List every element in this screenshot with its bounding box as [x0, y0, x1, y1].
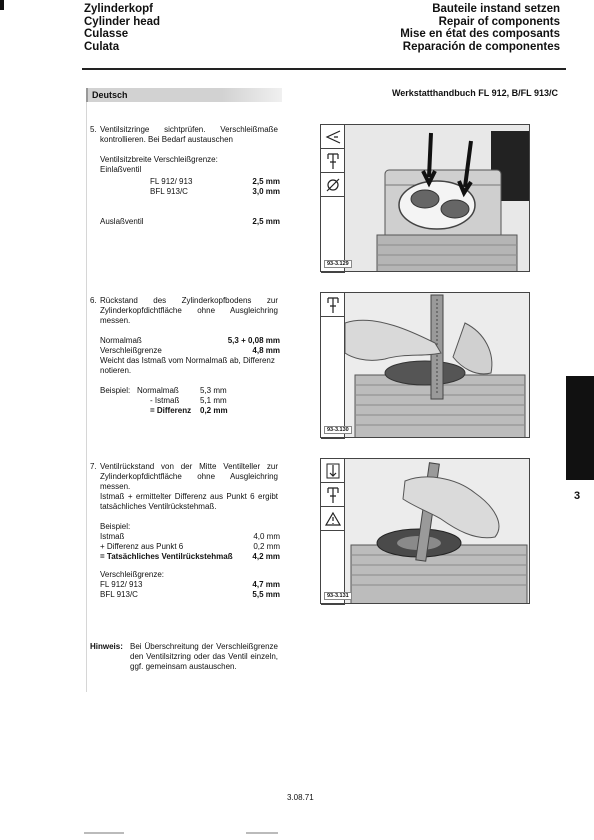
spec-row: Verschleißgrenze 4,8 mm: [100, 346, 280, 355]
step-number: 7.: [90, 462, 97, 471]
header-section-de: Bauteile instand setzen: [432, 3, 560, 15]
intake-valve-label: Einlaßventil: [100, 165, 142, 174]
header-title-fr: Culasse: [84, 28, 129, 40]
depth-measure-icon: [321, 459, 345, 483]
example-row: = Differenz 0,2 mm: [150, 406, 228, 415]
step-text: Ventilrückstand von der Mitte Ventilteller zur Zylinderkopfdichtfläche ohne Ausgleichring messen.: [100, 462, 278, 491]
header-title-en: Cylinder head: [84, 15, 161, 28]
example-row: - Istmaß 5,1 mm: [150, 396, 227, 405]
corner-mark: [0, 0, 4, 10]
header-divider: [82, 68, 566, 70]
step-text: Ventilsitzringe sichtprüfen. Verschleißmaße kontrollieren. Bei Bedarf austauschen: [100, 125, 278, 144]
page-number: 3.08.71: [287, 793, 314, 802]
step-text: Rückstand des Zylinderkopfbodens zur Zylinderkopfdichtfläche ohne Ausgleichring messen.: [100, 296, 278, 325]
measure-gauge-icon: [321, 125, 345, 149]
section-side-tab: [566, 376, 594, 480]
figure-label: 93-3.129: [324, 260, 352, 268]
figure-1: [320, 124, 530, 272]
example-row: Istmaß 4,0 mm: [100, 532, 280, 541]
spec-row: FL 912/ 913 2,5 mm: [150, 177, 280, 186]
wear-limit-label: Ventilsitzbreite Verschleißgrenze:: [100, 155, 218, 164]
spec-row: FL 912/ 913 4,7 mm: [100, 580, 280, 589]
caliper-icon: [321, 293, 345, 317]
header-title-de: Zylinderkopf: [84, 3, 154, 15]
example-row: + Differenz aus Punkt 6 0,2 mm: [100, 542, 280, 551]
spec-row: Normalmaß 5,3 + 0,08 mm: [100, 336, 280, 345]
language-tab-label: Deutsch: [92, 90, 128, 100]
example-row: Beispiel: Normalmaß 5,3 mm: [100, 386, 227, 395]
step-text-2: Istmaß + ermittelter Differenz aus Punkt 6 ergibt tatsächliches Ventilrückstehmaß.: [100, 492, 278, 511]
header-right-titles: [400, 3, 560, 53]
spec-row: Auslaßventil 2,5 mm: [100, 217, 280, 226]
hint-text: Bei Überschreitung der Verschleißgrenze den Ventilsitzring oder das Ventil einzeln, ggf. gemeinsam austauschen.: [130, 642, 278, 671]
figure-3: [320, 458, 530, 604]
header-section-fr: Mise en état des composants: [400, 28, 560, 40]
footer-mark-right: [246, 832, 278, 834]
example-label: Beispiel:: [100, 522, 131, 531]
section-number: 3: [574, 490, 581, 502]
spec-row: BFL 913/C 5,5 mm: [100, 590, 280, 599]
step-note: Weicht das Istmaß vom Normalmaß ab, Differenz notieren.: [100, 356, 275, 375]
step-number: 5.: [90, 125, 97, 134]
manual-title: Werkstatthandbuch FL 912, B/FL 913/C: [391, 88, 558, 98]
icon-column-blank: [321, 317, 345, 439]
hint-label: Hinweis:: [90, 642, 123, 651]
cylinder-head-photo-1: [345, 125, 529, 271]
language-tab: [86, 88, 282, 102]
left-column-rule: [86, 102, 87, 692]
header-title-es: Culata: [84, 40, 120, 53]
caliper-icon: [321, 149, 345, 173]
warning-icon: [321, 507, 345, 531]
header-section-en: Repair of components: [438, 15, 560, 28]
diameter-icon: [321, 173, 345, 197]
header-left-titles: [84, 3, 160, 53]
header-section-es: Reparación de componentes: [402, 40, 560, 53]
figure-2: [320, 292, 530, 438]
cylinder-head-photo-2: [345, 293, 529, 437]
wear-limit-label: Verschleißgrenze:: [100, 570, 165, 579]
cylinder-head-photo-3: [345, 459, 529, 603]
spec-row: BFL 913/C 3,0 mm: [150, 187, 280, 196]
footer-mark-left: [84, 832, 124, 834]
figure-label: 93-3.131: [324, 592, 352, 600]
caliper-icon: [321, 483, 345, 507]
step-number: 6.: [90, 296, 97, 305]
example-row: = Tatsächliches Ventilrückstehmaß 4,2 mm: [100, 552, 280, 561]
figure-label: 93-3.130: [324, 426, 352, 434]
